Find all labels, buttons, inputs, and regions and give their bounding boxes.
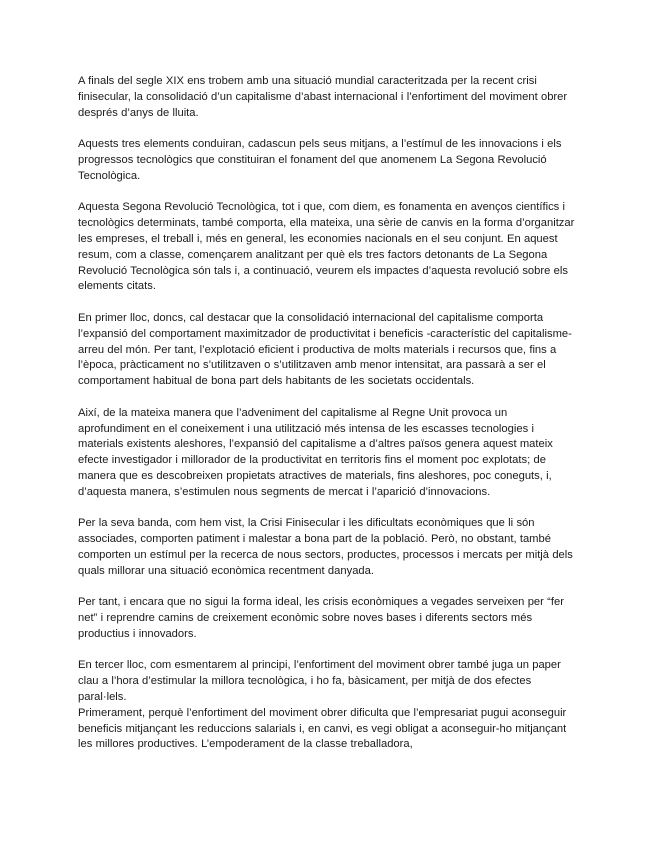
paragraph-second-revolution: Aquesta Segona Revolució Tecnològica, tot i que, com diem, es fonamenta en avenços científics i tecnològics determinats, també comporta, ella mateixa, una sèrie de canvis en la forma d’organitzar les empreses, el treball i, més en general, les economies nacionals en el seu conjunt. En aquest resum, com a classe, començarem analitzant per què els tres factors detonants de La Segona Revolució Tecnològica són tals i, a continuació, veurem els impactes d’aquesta revolució sobre els elements citats. (78, 201, 575, 293)
paragraph-expansion: Així, de la mateixa manera que l’adveniment del capitalisme al Regne Unit provoca un aprofundiment en el coneixement i una utilització més intensa de les escasses tecnologies i materials existents aleshores, l’expansió del capitalisme a d’altres països genera aquest mateix efecte investigador i millorador de la productivitat en territoris fins el moment poc explotats; de manera que es descobreixen propietats atractives de materials, fins aleshores, poc coneguts, i, d’aquesta manera, s’estimulen nous segments de mercat i l’aparició d’innovacions. (78, 406, 553, 498)
paragraph-intro: A finals del segle XIX ens trobem amb una situació mundial caracteritzada per la recent crisi finisecular, la consolidació d’un capitalisme d’abast internacional i l’enfortiment del moviment obrer després d’anys de lluita. (78, 75, 568, 119)
paragraph-capitalism: En primer lloc, doncs, cal destacar que la consolidació internacional del capitalisme comporta l’expansió del comportament maximitzador de productivitat i beneficis -característic del capitalisme- arreu del món. Per tant, l’explotació eficient i productiva de molts materials i recursos que, fins a l’època, pràcticament no s’utilitzaven o s’utilitzaven amb menor intensitat, ara passarà a ser el comportament habitual de bona part dels habitants de les societats occidentals. (78, 311, 572, 388)
document-body (78, 74, 582, 753)
paragraph-labour-movement: En tercer lloc, com esmentarem al principi, l’enfortiment del moviment obrer també juga un paper clau a l’hora d’estimular la millora tecnològica, i ho fa, bàsicament, per mitjà de dos efectes paral·lels. (78, 659, 561, 704)
paragraph-fer-net: Per tant, i encara que no sigui la forma ideal, les crisis econòmiques a vegades serveixen per “fer net” i reprendre camins de creixement econòmic sobre noves bases i diferents sectors més productius i innovadors. (78, 596, 564, 640)
paragraph-crisis: Per la seva banda, com hem vist, la Crisi Finisecular i les dificultats econòmiques que li són associades, comporten patiment i malestar a bona part de la població. Però, no obstant, també comporten un estímul per la recerca de nous sectors, productes, processos i mercats per mitjà dels quals millorar una situació econòmica recentment danyada. (78, 517, 573, 577)
paragraph-first-effect: Primerament, perquè l’enfortiment del moviment obrer dificulta que l’empresariat pugui aconseguir beneficis mitjançant les reduccions salarials i, en canvi, es vegi obligat a aconseguir-ho mitjançant les millores productives. L’empoderament de la classe treballadora, (78, 706, 567, 751)
paragraph-three-elements: Aquests tres elements conduiran, cadascun pels seus mitjans, a l’estímul de les innovacions i els progressos tecnològics que constituiran el fonament del que anomenem La Segona Revolució Tecnològica. (78, 138, 562, 182)
